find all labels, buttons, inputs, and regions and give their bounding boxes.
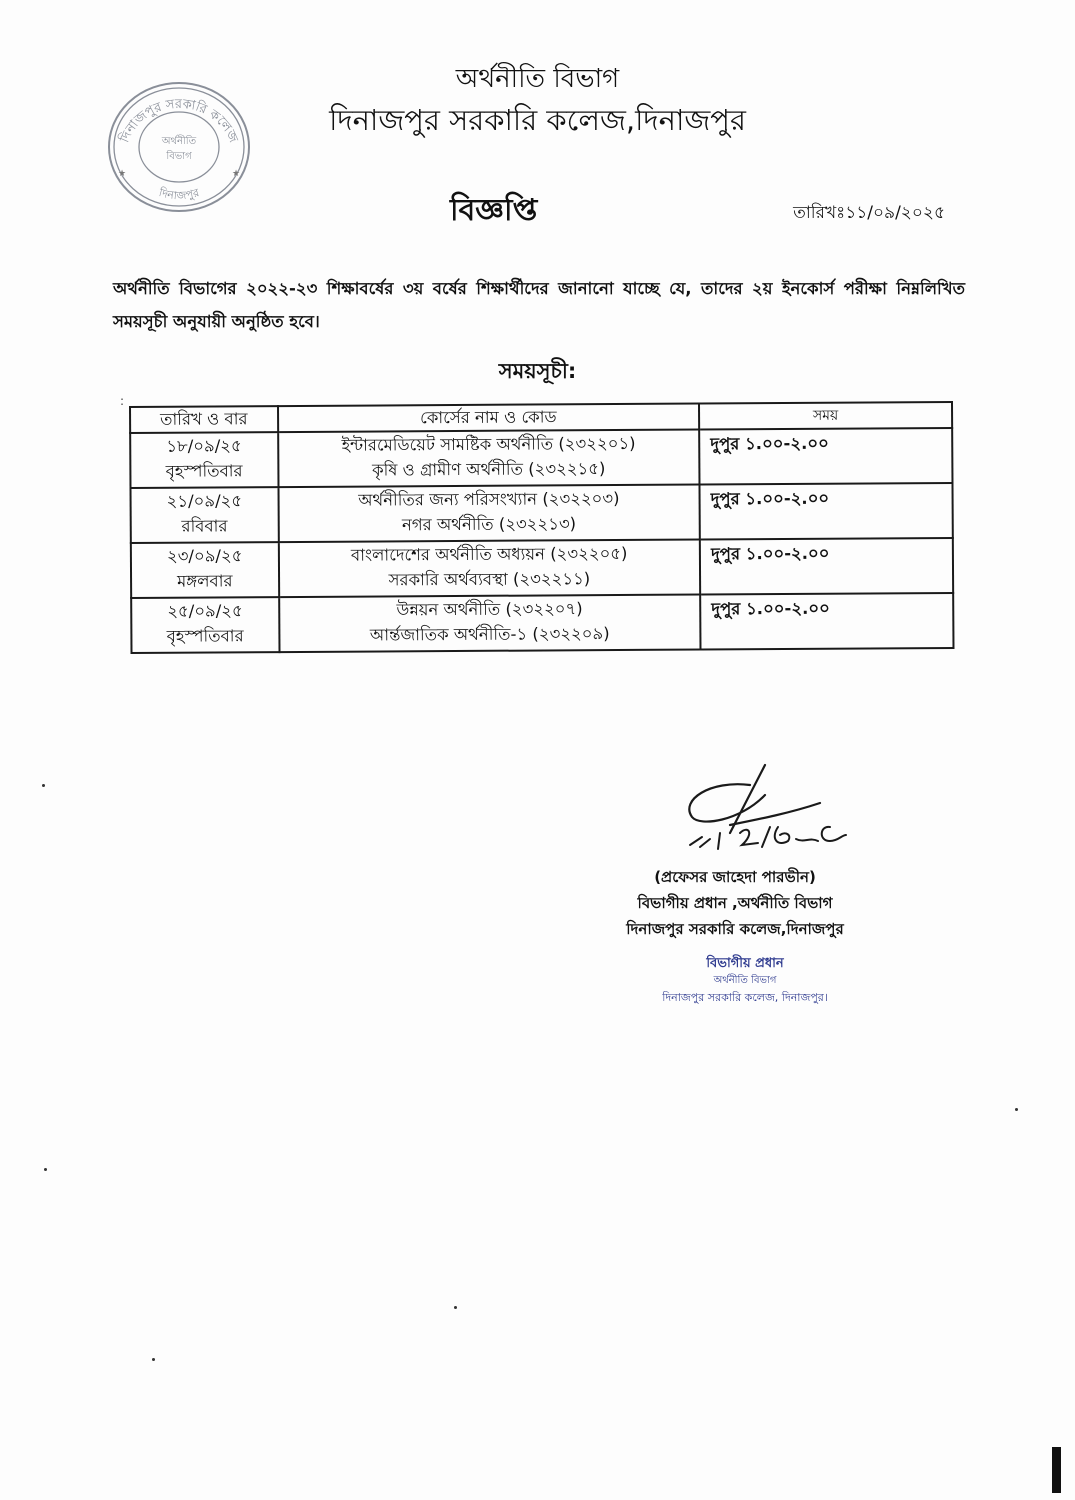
course-name: নগর অর্থনীতি (২৩২২১৩) xyxy=(401,514,577,535)
time-cell: দুপুর ১.০০-২.০০ xyxy=(700,538,953,595)
header-course: কোর্সের নাম ও কোড xyxy=(278,404,700,433)
course-cell xyxy=(278,540,700,598)
notice-heading: বিজ্ঞপ্তি xyxy=(450,193,538,228)
scan-edge-mark xyxy=(1052,1447,1061,1493)
stamp-institution: দিনাজপুর সরকারি কলেজ, দিনাজপুর। xyxy=(662,991,828,1004)
course-name: সরকারি অর্থব্যবস্থা (২৩২২১১) xyxy=(388,569,591,590)
course-name: কৃষি ও গ্রামীণ অর্থনীতি (২৩২২১৫) xyxy=(371,459,606,480)
exam-date: ১৮/০৯/২৫ xyxy=(166,436,242,456)
header-date-day: তারিখ ও বার xyxy=(130,406,278,433)
course-cell xyxy=(279,595,701,653)
notice-date: তারিখঃ১১/০৯/২০২৫ xyxy=(793,203,945,223)
time-cell: দুপুর ১.০০-২.০০ xyxy=(700,483,953,540)
course-cell xyxy=(278,430,700,488)
time-cell: দুপুর ১.০০-২.০০ xyxy=(700,593,953,650)
course-name: অর্থনীতির জন্য পরিসংখ্যান (২৩২২০৩) xyxy=(358,489,620,510)
exam-day: বৃহস্পতিবার xyxy=(166,626,244,646)
date-cell xyxy=(131,542,279,598)
schedule-table xyxy=(129,401,954,654)
seal-star-left-icon: ★ xyxy=(118,169,127,179)
course-name: আর্ন্তজাতিক অর্থনীতি-১ (২৩২২০৯) xyxy=(369,624,610,645)
signatory-designation: বিভাগীয় প্রধান ,অর্থনীতি বিভাগ xyxy=(637,894,833,912)
scan-artifact: : xyxy=(120,394,125,408)
header-time: সময় xyxy=(699,402,952,430)
date-cell xyxy=(130,432,278,488)
date-cell xyxy=(131,487,279,543)
seal-outer-text: দিনাজপুর সরকারি কলেজ xyxy=(117,96,241,145)
college-title: দিনাজপুর সরকারি কলেজ,দিনাজপুর xyxy=(329,103,746,137)
seal-inner-line-2: বিভাগ xyxy=(166,151,192,162)
seal-star-right-icon: ★ xyxy=(232,169,241,179)
department-title: অর্থনীতি বিভাগ xyxy=(455,64,620,94)
course-name: উন্নয়ন অর্থনীতি (২৩২২০৭) xyxy=(396,599,583,620)
table-row xyxy=(131,593,953,653)
scan-dot xyxy=(44,1168,47,1171)
table-row xyxy=(130,428,952,488)
scan-dot xyxy=(1015,1108,1018,1111)
signatory-institution: দিনাজপুর সরকারি কলেজ,দিনাজপুর xyxy=(626,920,844,938)
exam-date: ২১/০৯/২৫ xyxy=(166,491,243,511)
exam-date: ২৫/০৯/২৫ xyxy=(167,601,243,621)
course-cell xyxy=(278,485,700,543)
scan-dot xyxy=(454,1306,457,1309)
signatory-block xyxy=(560,864,910,942)
scan-dot xyxy=(42,784,45,787)
course-name: বাংলাদেশের অর্থনীতি অধ্যয়ন (২৩২২০৫) xyxy=(350,543,628,565)
exam-date: ২৩/০৯/২৫ xyxy=(166,546,243,566)
exam-day: রবিবার xyxy=(181,516,228,536)
schedule-heading: সময়সূচী: xyxy=(498,359,577,383)
stamp-department: অর্থনীতি বিভাগ xyxy=(713,975,777,986)
time-cell: দুপুর ১.০০-২.০০ xyxy=(699,428,952,485)
exam-day: বৃহস্পতিবার xyxy=(165,461,243,481)
course-name: ইন্টারমেডিয়েট সামষ্টিক অর্থনীতি (২৩২২০১) xyxy=(341,433,636,455)
seal-bottom-text: দিনাজপুর xyxy=(157,186,201,203)
signatory-name: (প্রফেসর জাহেদা পারভীন) xyxy=(654,868,816,886)
intro-paragraph: অর্থনীতি বিভাগের ২০২২-২৩ শিক্ষাবর্ষের ৩য় বর্ষের শিক্ষার্থীদের জানানো যাচ্ছে যে, তাদের ২য় ইনকোর্স পরীক্ষা নিম্নলিখিত সময়সূচী অনুযায়ী অনুষ্ঠিত হবে। xyxy=(113,279,965,331)
handwritten-signature xyxy=(670,755,880,855)
stamp-title: বিভাগীয় প্রধান xyxy=(706,956,784,971)
table-row xyxy=(131,538,953,598)
scan-dot xyxy=(152,1358,155,1361)
date-cell xyxy=(131,597,279,653)
exam-day: মঙ্গলবার xyxy=(177,571,233,591)
seal-inner-line-1: অর্থনীতি xyxy=(161,136,197,147)
table-row xyxy=(131,483,953,543)
signature-scribble-icon xyxy=(670,755,880,855)
official-stamp xyxy=(600,955,890,1006)
